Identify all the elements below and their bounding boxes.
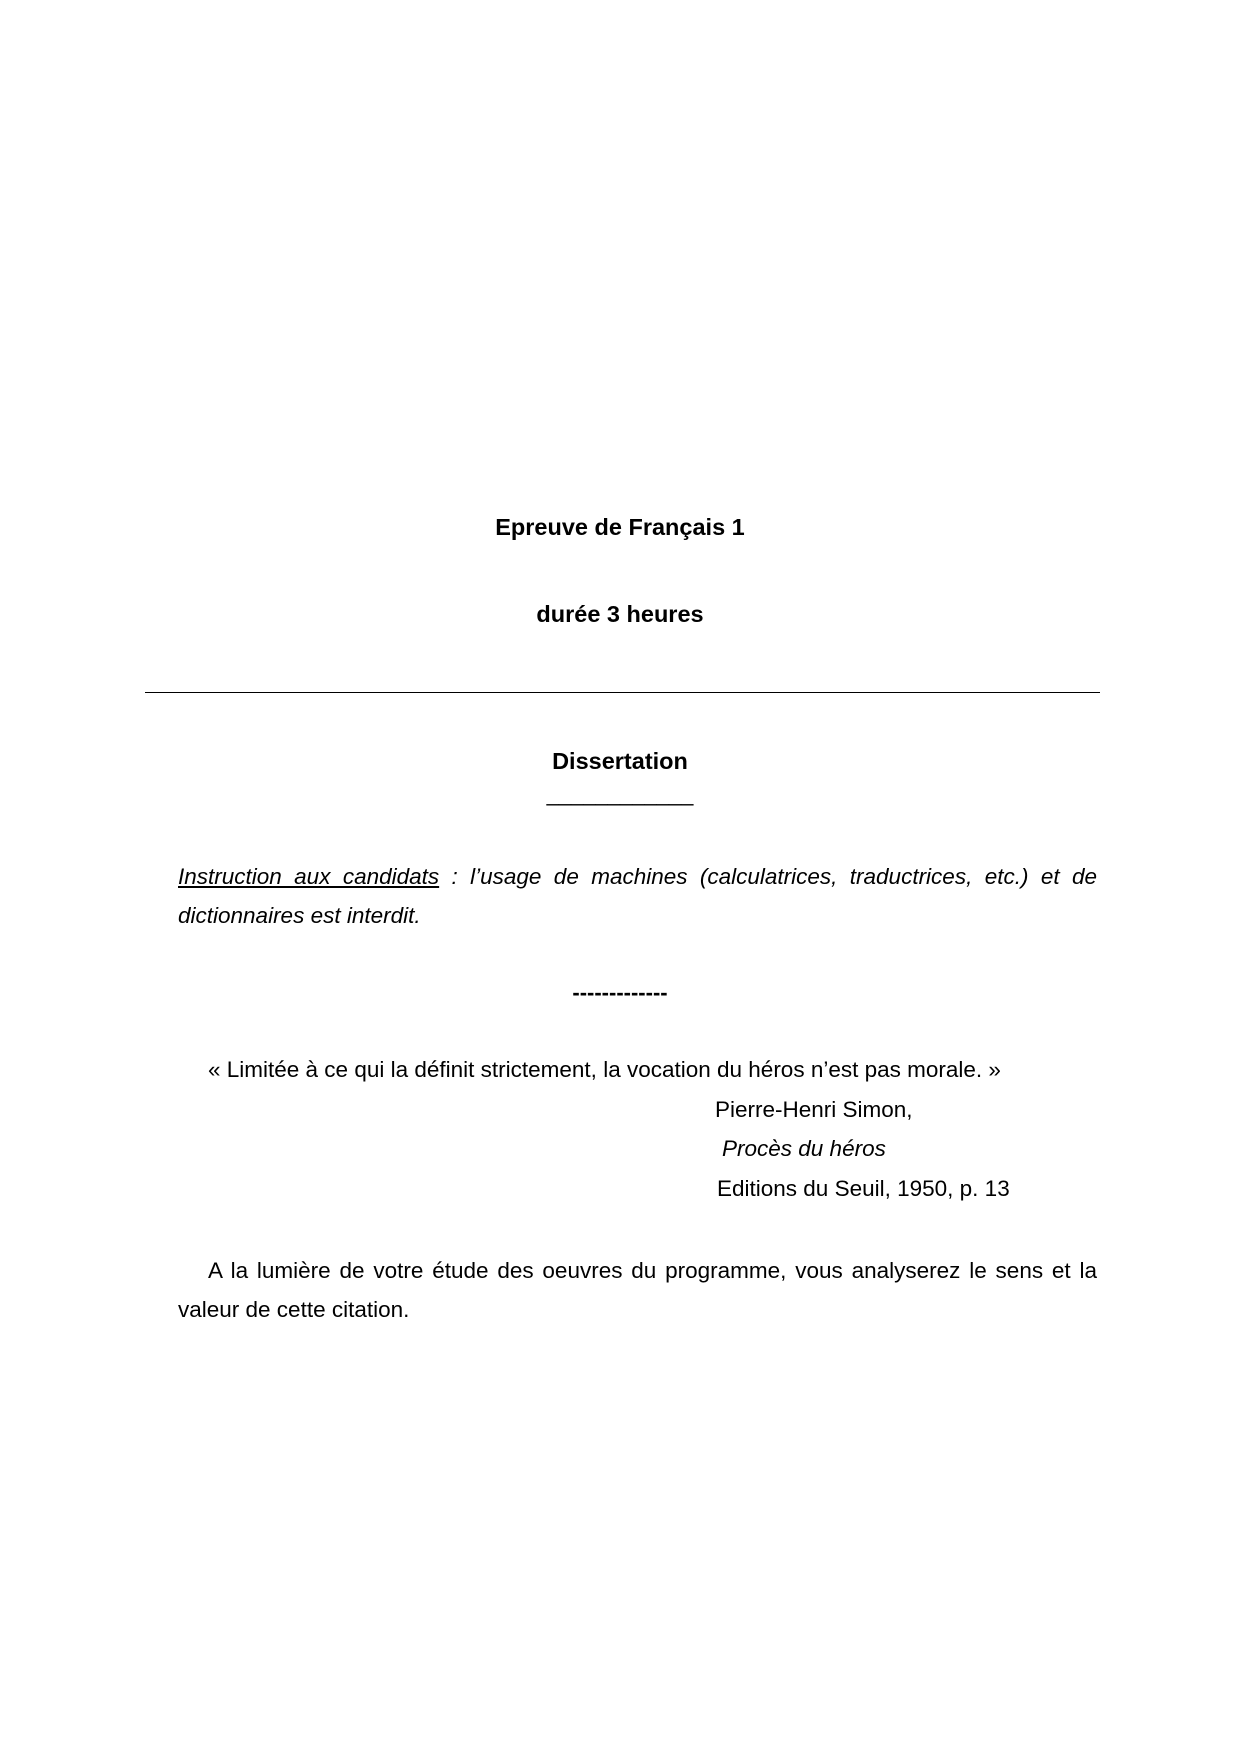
- instruction-separator: :: [439, 864, 471, 889]
- instruction-label: Instruction aux candidats: [178, 864, 440, 889]
- exam-title: Epreuve de Français 1: [495, 514, 745, 540]
- section-underline: ____________: [546, 781, 694, 806]
- horizontal-rule: [145, 692, 1100, 693]
- assignment-text: A la lumière de votre étude des oeuvres du programme, vous analyserez le sens et la valeur de cette citation.: [178, 1258, 1097, 1322]
- quote-author: Pierre-Henri Simon,: [715, 1097, 913, 1122]
- dash-divider: -------------: [572, 980, 668, 1005]
- quote-book-title: Procès du héros: [722, 1136, 886, 1161]
- section-title: Dissertation: [552, 748, 688, 774]
- instruction-text: l’usage de machines (calculatrices, traductrices, etc.) et de dictionnaires est interdit.: [178, 864, 1097, 928]
- candidate-instruction: [178, 857, 1097, 935]
- quotation: « Limitée à ce qui la définit strictement, la vocation du héros n’est pas morale. »: [208, 1057, 1001, 1082]
- exam-duration: durée 3 heures: [536, 601, 704, 627]
- quote-publisher: Editions du Seuil, 1950, p. 13: [717, 1176, 1010, 1201]
